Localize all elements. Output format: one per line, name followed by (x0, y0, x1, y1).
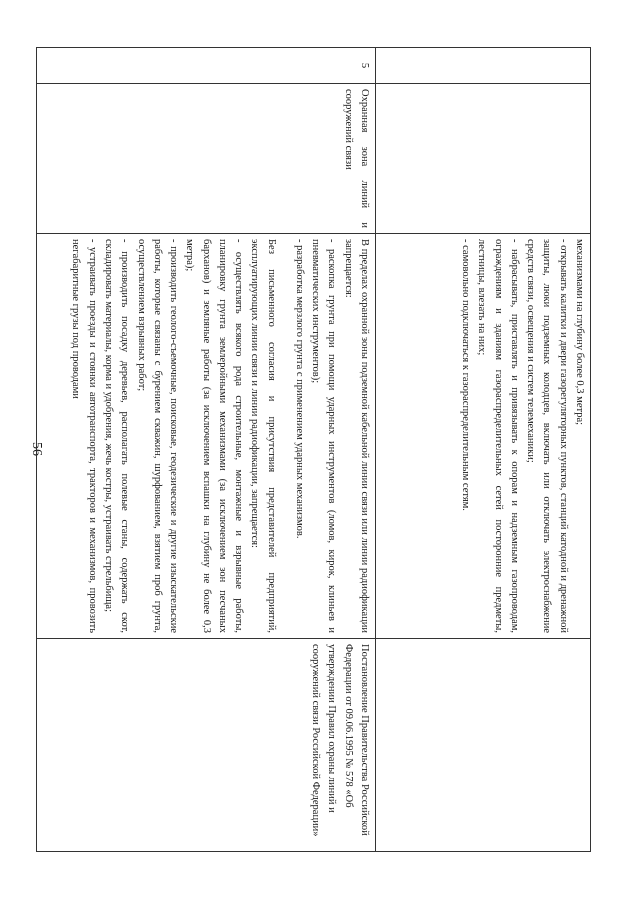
requirement-line: - разработка мерзлого грунта с применением ударных механизмов. (293, 239, 305, 539)
requirement-line: - открывать калитки и двери газорегуляторных пунктов, станций катодной и дренажной защиты, люки подземных колодцев, включать или отключать электроснабжение средств связи, освещения и систем телемеханики; (525, 239, 569, 633)
paragraph-gap (279, 239, 291, 633)
requirement-line: - производить посадку деревьев, располагать полевые станы, содержать скот, складировать материалы, корма и удобрения, жечь костры, устраивать стрельбища; (103, 239, 131, 633)
page-number: 56 (29, 442, 44, 456)
cell-zone-empty (376, 84, 591, 234)
requirement-line: - производить геолого-съемочные, поисковые, геодезические и другие изыскательские работы, которые связаны с бурением скважин, шурфованием, взятием проб грунта, осуществлением взрывных работ; (135, 239, 180, 633)
requirement-line: - самовольно подключаться к газораспределительным сетям. (460, 239, 472, 511)
requirement-line: В пределах охранной зоны подземной кабельной линии связи или линии радиофикации запрещается: (342, 239, 370, 633)
requirement-line: - устраивать проезды и стоянки автотранспорта, тракторов и механизмов, провозить негабаритные грузы под проводами (70, 239, 98, 633)
table-row-continued (376, 48, 591, 852)
cell-document-empty (376, 639, 591, 852)
requirement-line: механизмами на глубину более 0,3 метра; (574, 239, 585, 426)
cell-requirements-continued (376, 234, 591, 639)
cell-legal-document: Постановление Правительства Российской Федерации от 09.06.1995 № 578 «Об утверждении Правил охраны линий и сооружений связи Российской Федерации» (37, 639, 376, 852)
requirement-line: - набрасывать, приставлять и привязывать к опорам и надземным газопроводам, ограждениям и зданиям газораспределительных сетей посторонние предметы, лестницы, влезать на них; (476, 239, 520, 633)
requirements-table (36, 47, 591, 852)
rotated-sheet (36, 47, 591, 851)
requirement-line: - осуществлять всякого рода строительные, монтажные и взрывные работы, планировку грунта землеройными механизмами (за исключением зон песчаных барханов) и земляные работы (за исключением вспашки на глубину не более 0,3 метра); (184, 239, 245, 633)
requirement-line: Без письменного согласия и присутствия представителей предприятий, эксплуатирующих линии связи и линии радиофикации, запрещается: (249, 239, 277, 633)
cell-number-empty (376, 48, 591, 84)
cell-row-number: 5 (37, 48, 376, 84)
table-row-5 (37, 48, 376, 852)
cell-requirements (37, 234, 376, 639)
requirement-line: - раскопка грунта при помощи ударных инструментов (ломов, кирок, клиньев и пневматических инструментов); (310, 239, 338, 633)
cell-zone-name: Охранная зона линий и сооружений связи (37, 84, 376, 234)
